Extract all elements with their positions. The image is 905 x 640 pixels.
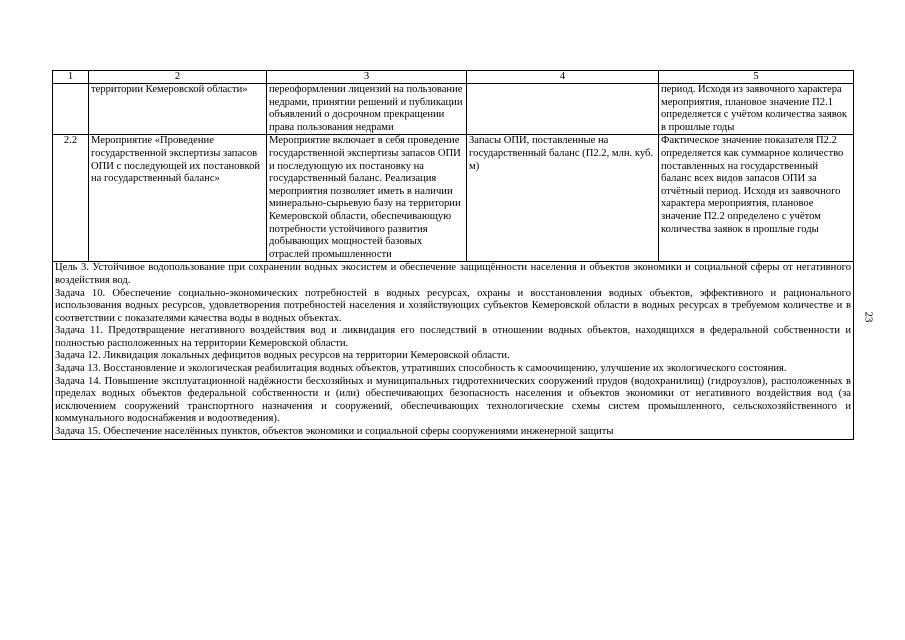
measure-name: Мероприятие «Проведение государственной экспертизы запасов ОПИ с последующей их постановкой на государственный баланс» — [89, 135, 267, 262]
task-text: Задача 10. Обеспечение социально-экономических потребностей в водных ресурсах, охраны и восстановления водных объектов, эффективного и рационального использования водных ресурсов, удовлетворения потребностей населения и хозяйствующих субъектов Кемеровской области в водных ресурсах в требуемом количестве и в соответствии с показателями качества воды в водных объектах. — [55, 287, 851, 324]
goal-row — [53, 262, 854, 439]
measure-content: переоформлении лицензий на пользование недрами, принятии решений и публикации объявлений о досрочном прекращении права пользования недрами — [267, 84, 467, 135]
task-text: Задача 14. Повышение эксплуатационной надёжности бесхозяйных и муниципальных гидротехнических сооружений прудов (водохранилищ) (гидроузлов), расположенных в пределах водных объектов федеральной собственности и (или) обеспечивающих безопасность населения и объектов экономики от негативного воздействия вод (за исключением сооружений транспортного назначения и сооружений, обеспечивающих технологические схемы систем промышленного, сельскохозяйственного и коммунального водоснабжения и водоотведения). — [55, 375, 851, 425]
goal-tasks-block — [53, 262, 854, 439]
goal-text: Цель 3. Устойчивое водопользование при сохранении водных экосистем и обеспечение защищённости населения и объектов экономики и социальной сферы от негативного воздействия вод. — [55, 262, 851, 286]
task-text: Задача 12. Ликвидация локальных дефицитов водных ресурсов на территории Кемеровской области. — [55, 350, 510, 362]
task-text: Задача 13. Восстановление и экологическая реабилитация водных объектов, утративших способность к самоочищению, улучшение их экологического состояния. — [55, 363, 787, 375]
indicator — [467, 84, 659, 135]
measure-name: территории Кемеровской области» — [89, 84, 267, 135]
row-number — [53, 84, 89, 135]
calculation-method: Фактическое значение показателя П2.2 определяется как суммарное количество поставленных на государственный баланс всех видов запасов ОПИ за отчётный период. Исходя из заявочного характера мероприятия, плановое значение П2.2 определено с учётом количества заявок в прошлые годы — [659, 135, 854, 262]
task-text: Задача 15. Обеспечение населённых пунктов, объектов экономики и социальной сферы сооружениями инженерной защиты — [55, 426, 614, 438]
table-row — [53, 84, 854, 135]
page-number: 23 — [862, 311, 875, 323]
table-row — [53, 135, 854, 262]
row-number: 2.2 — [53, 135, 89, 262]
header-cell: 3 — [267, 71, 467, 84]
header-cell: 1 — [53, 71, 89, 84]
measure-content: Мероприятие включает в себя проведение государственной экспертизы запасов ОПИ и последующую их постановку на государственный баланс. Реализация мероприятия позволяет иметь в наличии минерально-сырьевую базу на территории Кемеровской области, обеспечивающую потребности устойчивого развития добывающих мощностей базовых отраслей промышленности — [267, 135, 467, 262]
indicator: Запасы ОПИ, поставленные на государственный баланс (П2.2, млн. куб. м) — [467, 135, 659, 262]
header-cell: 4 — [467, 71, 659, 84]
task-text: Задача 11. Предотвращение негативного воздействия вод и ликвидация его последствий в отношении водных объектов, находящихся в федеральной собственности и полностью расположенных на территории Кемеровской области. — [55, 325, 851, 349]
table-header-row — [53, 71, 854, 84]
program-table — [52, 70, 854, 440]
calculation-method: период. Исходя из заявочного характера мероприятия, плановое значение П2.1 определяется с учётом количества заявок в прошлые годы — [659, 84, 854, 135]
header-cell: 2 — [89, 71, 267, 84]
header-cell: 5 — [659, 71, 854, 84]
